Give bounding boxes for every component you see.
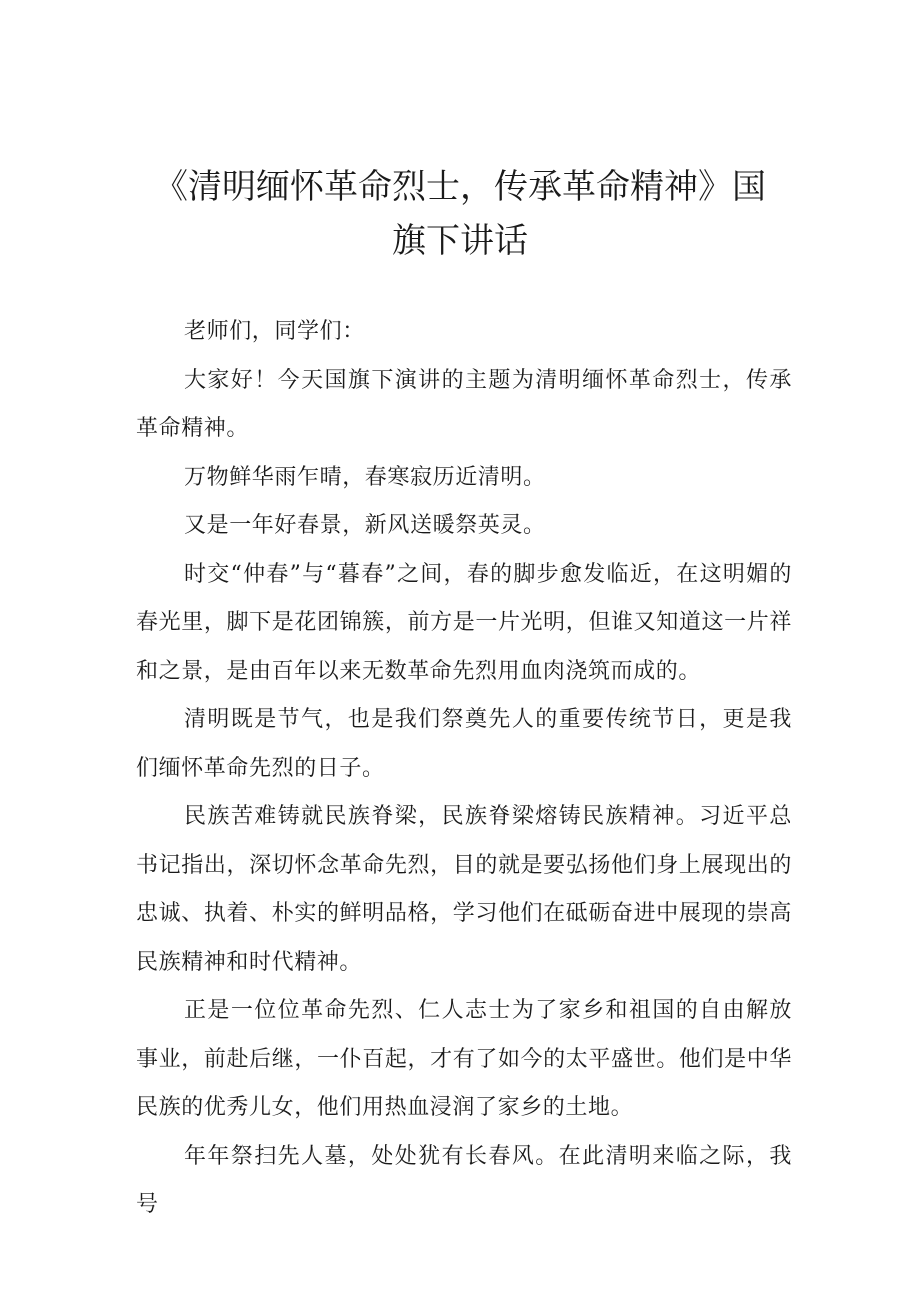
paragraph-closing: 年年祭扫先人墓，处处犹有长春风。在此清明来临之际，我号 [136, 1143, 792, 1217]
paragraph-qingming: 清明既是节气，也是我们祭奠先人的重要传统节日，更是我们缅怀革命先烈的日子。 [136, 707, 792, 781]
paragraph-poem-line-2: 又是一年好春景，新风送暖祭英灵。 [184, 513, 546, 538]
paragraph-poem-line-1: 万物鲜华雨乍晴，春寒寂历近清明。 [184, 464, 546, 490]
document-title [150, 160, 770, 268]
paragraph-martyrs: 正是一位位革命先烈、仁人志士为了家乡和祖国的自由解放事业，前赴后继，一仆百起，才有了如今的太平盛世。他们是中华民族的优秀儿女，他们用热血浸润了家乡的土地。 [136, 998, 792, 1120]
paragraph-greeting: 老师们，同学们： [184, 319, 365, 344]
paragraph-spring: 时交“仲春”与“暮春”之间，春的脚步愈发临近，在这明媚的春光里，脚下是花团锦簇，前方是一片光明，但谁又知道这一片祥和之景，是由百年以来无数革命先烈用血肉浇筑而成的。 [136, 561, 792, 684]
title-line-2: 旗下讲话 [392, 221, 528, 261]
paragraph-intro: 大家好！今天国旗下演讲的主题为清明缅怀革命烈士，传承革命精神。 [136, 367, 792, 441]
title-line-1: 《清明缅怀革命烈士，传承革命精神》国 [154, 167, 766, 207]
document-body [136, 308, 792, 1230]
paragraph-spirit: 民族苦难铸就民族脊梁，民族脊梁熔铸民族精神。习近平总书记指出，深切怀念革命先烈，目的就是要弘扬他们身上展现出的忠诚、执着、朴实的鲜明品格，学习他们在砥砺奋进中展现的崇高民族精神和时代精神。 [136, 804, 792, 975]
